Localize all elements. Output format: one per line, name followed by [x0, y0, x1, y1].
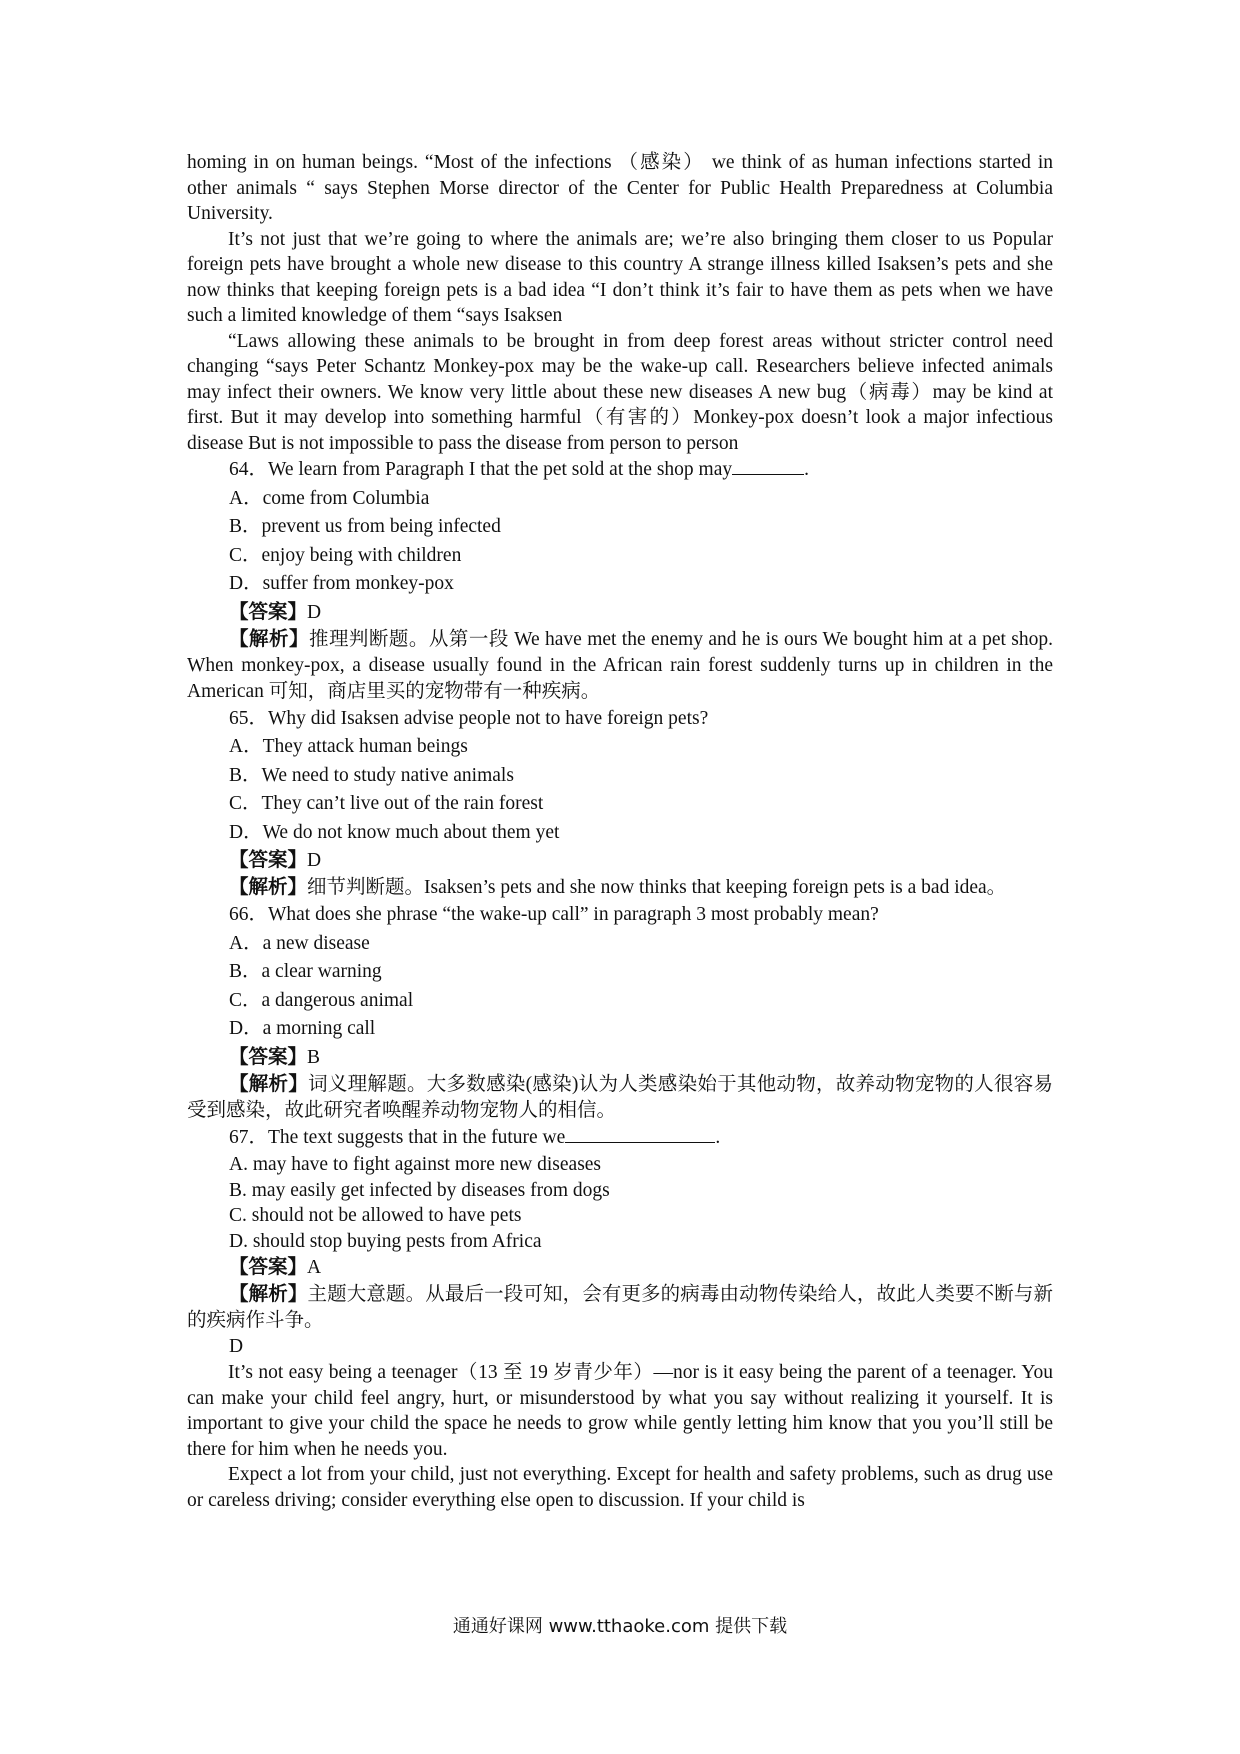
explanation-tag: 【解析】 [229, 1073, 309, 1095]
option-c: C．a dangerous animal [229, 989, 414, 1011]
option-d: D．a morning call [229, 1018, 376, 1039]
passage-d-paragraph-2: Expect a lot from your child, just not everything. Except for health and safety problems, such as drug use or careless driving; consider everything else open to discussion. If your child is [187, 1464, 1053, 1511]
answer-tag: 【答案】 [229, 1257, 308, 1278]
option-b: B．prevent us from being infected [229, 516, 501, 537]
section-letter: D [229, 1336, 244, 1357]
answer-value: D [307, 601, 322, 623]
question-stem: 66．What does she phrase “the wake-up call” in paragraph 3 most probably mean? [229, 904, 879, 925]
option-a: A．come from Columbia [229, 487, 430, 509]
answer-tag: 【答案】 [229, 1046, 308, 1068]
explanation: 【解析】推理判断题。从第一段 We have met the enemy and he is ours We bought him at a pet shop. When monkey-pox, a disease usually found in the African rain forest suddenly turns up in children in the American 可知，商店里买的宠物带有一种疾病。 [187, 628, 1053, 702]
option-b: B．We need to study native animals [229, 764, 514, 786]
answer-blank [732, 456, 804, 475]
answer-value: B [307, 1046, 321, 1068]
answer-value: D [307, 850, 322, 871]
explanation: 【解析】词义理解题。大多数感染(感染)认为人类感染始于其他动物，故养动物宠物的人很容易受到感染，故此研究者唤醒养动物宠物人的相信。 [187, 1073, 1053, 1121]
page-footer: 通通好课网 www.tthaoke.com 提供下载 [452, 1616, 788, 1637]
answer-value: A [307, 1257, 322, 1278]
option-d: D. should stop buying pests from Africa [229, 1230, 542, 1252]
question-stem: 67．The text suggests that in the future we . [187, 1124, 1053, 1153]
answer-tag: 【答案】 [229, 601, 308, 623]
question-stem: 65．Why did Isaksen advise people not to have foreign pets? [229, 707, 709, 729]
option-d: D．We do not know much about them yet [229, 821, 560, 843]
option-c: C．enjoy being with children [229, 544, 462, 566]
question-67 [187, 1124, 1053, 1335]
explanation: 【解析】细节判断题。Isaksen’s pets and she now thinks that keeping foreign pets is a bad idea。 [229, 877, 1007, 898]
option-a: A．a new disease [229, 932, 370, 954]
question-stem: 64．We learn from Paragraph I that the pet sold at the shop may . [187, 456, 1053, 485]
answer-line [187, 1044, 1053, 1072]
passage-d-paragraph-1: It’s not easy being a teenager（13 至 19 岁青少年）—nor is it easy being the parent of a teenager. You can make your child feel angry, hurt, or misunderstood by what you say without realizing it yourself. It is important to give your child the space he needs to grow while gently letting him know that you you’ll still be there for him when he needs you. [187, 1362, 1053, 1460]
option-b: B．a clear warning [229, 961, 382, 982]
answer-tag: 【答案】 [229, 850, 308, 871]
option-d: D．suffer from monkey-pox [229, 573, 454, 594]
passage-paragraph-3: “Laws allowing these animals to be brought in from deep forest areas without stricter control need changing “says Peter Schantz Monkey-pox may be the wake-up call. Researchers believe infected animals may infect their owners. We know very little about these new diseases A new bug（病毒）may be kind at first. But it may develop into something harmful（有害的）Monkey-pox doesn’t look a major infectious disease But is not impossible to pass the disease from person to person [187, 330, 1053, 454]
answer-line [187, 847, 1053, 875]
explanation-tag: 【解析】 [229, 877, 308, 898]
passage-paragraph-1: homing in on human beings. “Most of the infections （感染） we think of as human infections started in other animals “ says Stephen Morse director of the Center for Public Health Preparedness at Columbia University. [187, 152, 1053, 224]
option-c: C．They can’t live out of the rain forest [229, 793, 544, 814]
option-c: C. should not be allowed to have pets [229, 1205, 522, 1226]
option-a: A. may have to fight against more new diseases [229, 1154, 602, 1175]
answer-blank [565, 1124, 715, 1143]
explanation: 【解析】主题大意题。从最后一段可知，会有更多的病毒由动物传染给人，故此人类要不断与新的疾病作斗争。 [187, 1284, 1053, 1331]
passage-paragraph-2: It’s not just that we’re going to where the animals are; we’re also bringing them closer to us Popular foreign pets have brought a whole new disease to this country A strange illness killed Isaksen’s pets and she now thinks that keeping foreign pets is a bad idea “I don’t think it’s fair to have them as pets when we have such a limited knowledge of them “says Isaksen [187, 228, 1053, 326]
option-a: A．They attack human beings [229, 736, 468, 757]
question-64 [187, 456, 1053, 705]
option-b: B. may easily get infected by diseases from dogs [229, 1179, 610, 1201]
answer-line [187, 1254, 1053, 1282]
explanation-tag: 【解析】 [229, 628, 309, 650]
answer-line [187, 599, 1053, 627]
question-66 [187, 901, 1053, 1124]
explanation-tag: 【解析】 [229, 1284, 308, 1305]
document-page [187, 150, 1053, 1513]
question-65 [187, 705, 1053, 902]
